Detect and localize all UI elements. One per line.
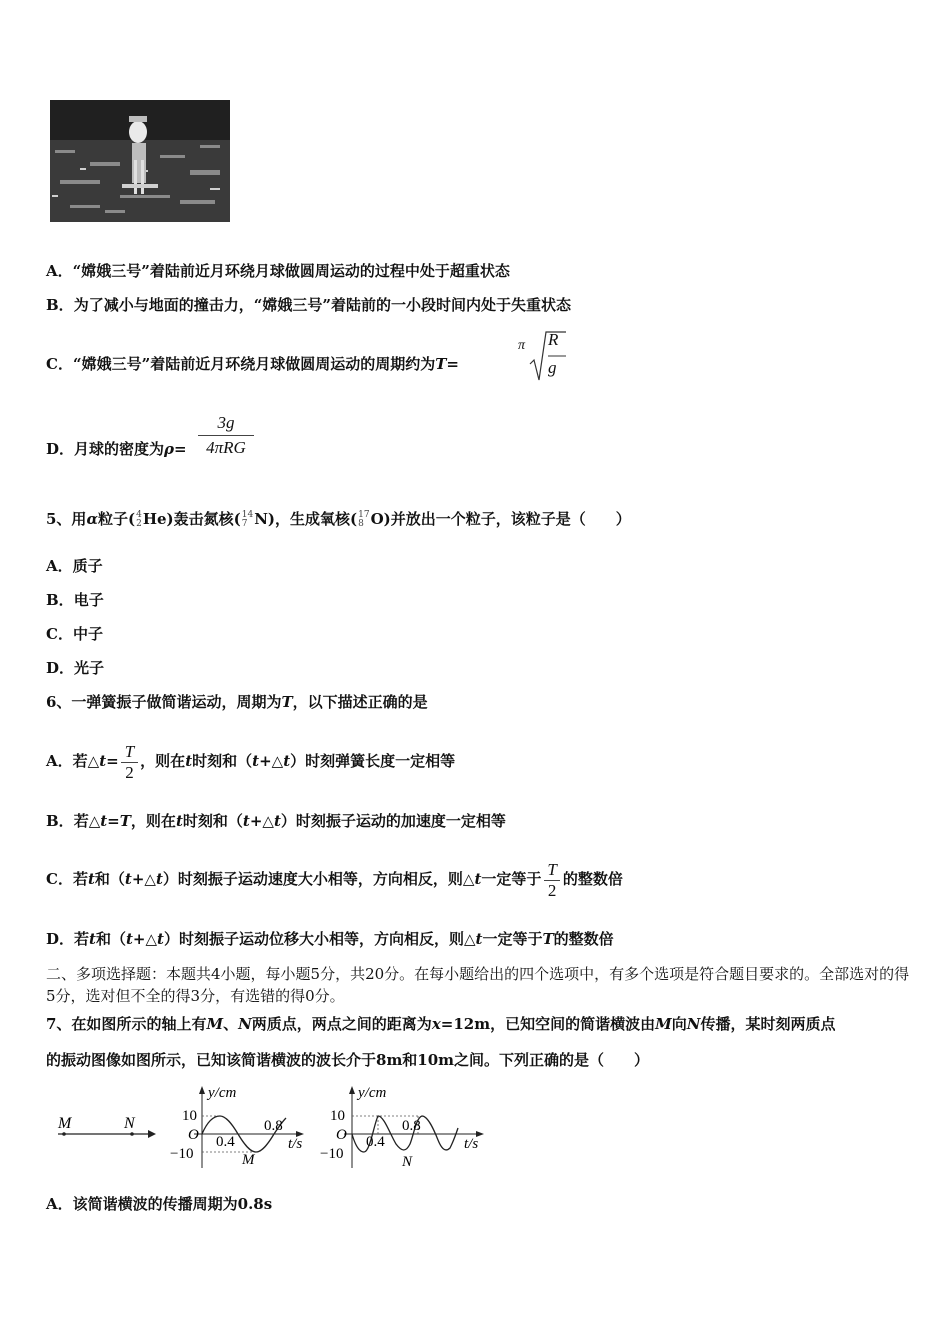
point-n-label: N bbox=[124, 1115, 135, 1132]
fraction-denominator: 4πRG bbox=[206, 438, 246, 457]
point-m-label: M bbox=[58, 1115, 72, 1132]
fraction-numerator: 3g bbox=[217, 413, 235, 432]
graph-m-origin: O bbox=[188, 1127, 199, 1143]
q4-option-c: C．“嫦娥三号”着陆前近月环绕月球做圆周运动的周期约为T= bbox=[46, 355, 459, 373]
q4-d-fraction bbox=[198, 412, 254, 459]
q4-option-d: D．月球的密度为ρ= bbox=[46, 440, 187, 458]
fraction-t-over-2: $\frac{T}{2}$ bbox=[121, 742, 138, 783]
o-nuclide-numbers: 17 8 bbox=[358, 510, 370, 529]
q6-stem: 6、一弹簧振子做简谐运动，周期为T，以下描述正确的是 bbox=[46, 693, 428, 711]
section-2-heading: 二、多项选择题：本题共4小题，每小题5分，共20分。在每小题给出的四个选项中，有多个选项是符合题目要求的。全部选对的得5分，选对但不全的得3分，有选错的得0分。 bbox=[46, 965, 910, 1005]
graph-n-t2: 0.8 bbox=[402, 1118, 421, 1134]
fraction-t-over-2: $\frac{T}{2}$ bbox=[543, 860, 560, 901]
q5-option-a: A．质子 bbox=[46, 557, 103, 575]
q4-option-b: B．为了减小与地面的撞击力，“嫦娥三号”着陆前的一小段时间内处于失重状态 bbox=[46, 296, 571, 314]
q5-stem: 5、用α粒子( 4 2 He)轰击氮核( 14 7 N)，生成氧核( 17 8 O)并放出一个粒子，该粒子是（ ） bbox=[46, 510, 631, 529]
q5-option-d: D．光子 bbox=[46, 659, 105, 677]
moon-landing-photo bbox=[50, 100, 230, 222]
graph-n-ylabel: y/cm bbox=[358, 1085, 387, 1101]
graph-n-t1: 0.4 bbox=[366, 1134, 385, 1150]
pi-symbol: π bbox=[518, 338, 526, 353]
graph-n-origin: O bbox=[336, 1127, 347, 1143]
q4-option-a: A．“嫦娥三号”着陆前近月环绕月球做圆周运动的过程中处于超重状态 bbox=[46, 262, 510, 280]
graph-m-t2: 0.8 bbox=[264, 1118, 283, 1134]
graph-m-xlabel: t/s bbox=[288, 1136, 303, 1152]
q6-option-a: A．若△t= $\frac{T}{2}$ ，则在t时刻和（t+△t）时刻弹簧长度一定相等 bbox=[46, 741, 456, 782]
graph-n-xlabel: t/s bbox=[464, 1136, 479, 1152]
graph-n-point: N bbox=[402, 1154, 413, 1170]
q5-option-c: C．中子 bbox=[46, 625, 103, 643]
vibration-graph-n bbox=[318, 1084, 490, 1170]
graph-m-t1: 0.4 bbox=[216, 1134, 235, 1150]
q7-option-a: A．该简谐横波的传播周期为0.8s bbox=[46, 1195, 273, 1213]
graph-m-ytop: 10 bbox=[182, 1108, 197, 1124]
vibration-graph-m bbox=[168, 1084, 313, 1170]
q6-option-c: C．若t和（t+△t）时刻振子运动速度大小相等，方向相反，则△t一定等于 $\frac{T}{2}$ 的整数倍 bbox=[46, 859, 623, 900]
mn-axis-figure bbox=[50, 1112, 160, 1152]
graph-m-point: M bbox=[242, 1152, 255, 1168]
graph-m-ybottom: −10 bbox=[170, 1146, 194, 1162]
q7-stem-line2: 的振动图像如图所示，已知该简谐横波的波长介于8m和10m之间。下列正确的是（ ） bbox=[46, 1051, 650, 1069]
q6-option-d: D．若t和（t+△t）时刻振子运动位移大小相等，方向相反，则△t一定等于T的整数倍 bbox=[46, 930, 614, 948]
sqrt-denominator: g bbox=[548, 358, 557, 377]
q4-c-sqrt-formula bbox=[518, 328, 568, 384]
graph-n-ybottom: −10 bbox=[320, 1146, 344, 1162]
q5-option-b: B．电子 bbox=[46, 591, 104, 609]
he-nuclide-numbers: 4 2 bbox=[136, 510, 142, 529]
sqrt-numerator: R bbox=[548, 330, 559, 349]
q6-option-b: B．若△t=T，则在t时刻和（t+△t）时刻振子运动的加速度一定相等 bbox=[46, 812, 506, 830]
graph-m-ylabel: y/cm bbox=[208, 1085, 237, 1101]
q7-stem-line1: 7、在如图所示的轴上有M、N两质点，两点之间的距离为x=12m，已知空间的简谐横波由M向N传播，某时刻两质点 bbox=[46, 1015, 836, 1033]
graph-n-ytop: 10 bbox=[330, 1108, 345, 1124]
n-nuclide-numbers: 14 7 bbox=[241, 510, 254, 529]
